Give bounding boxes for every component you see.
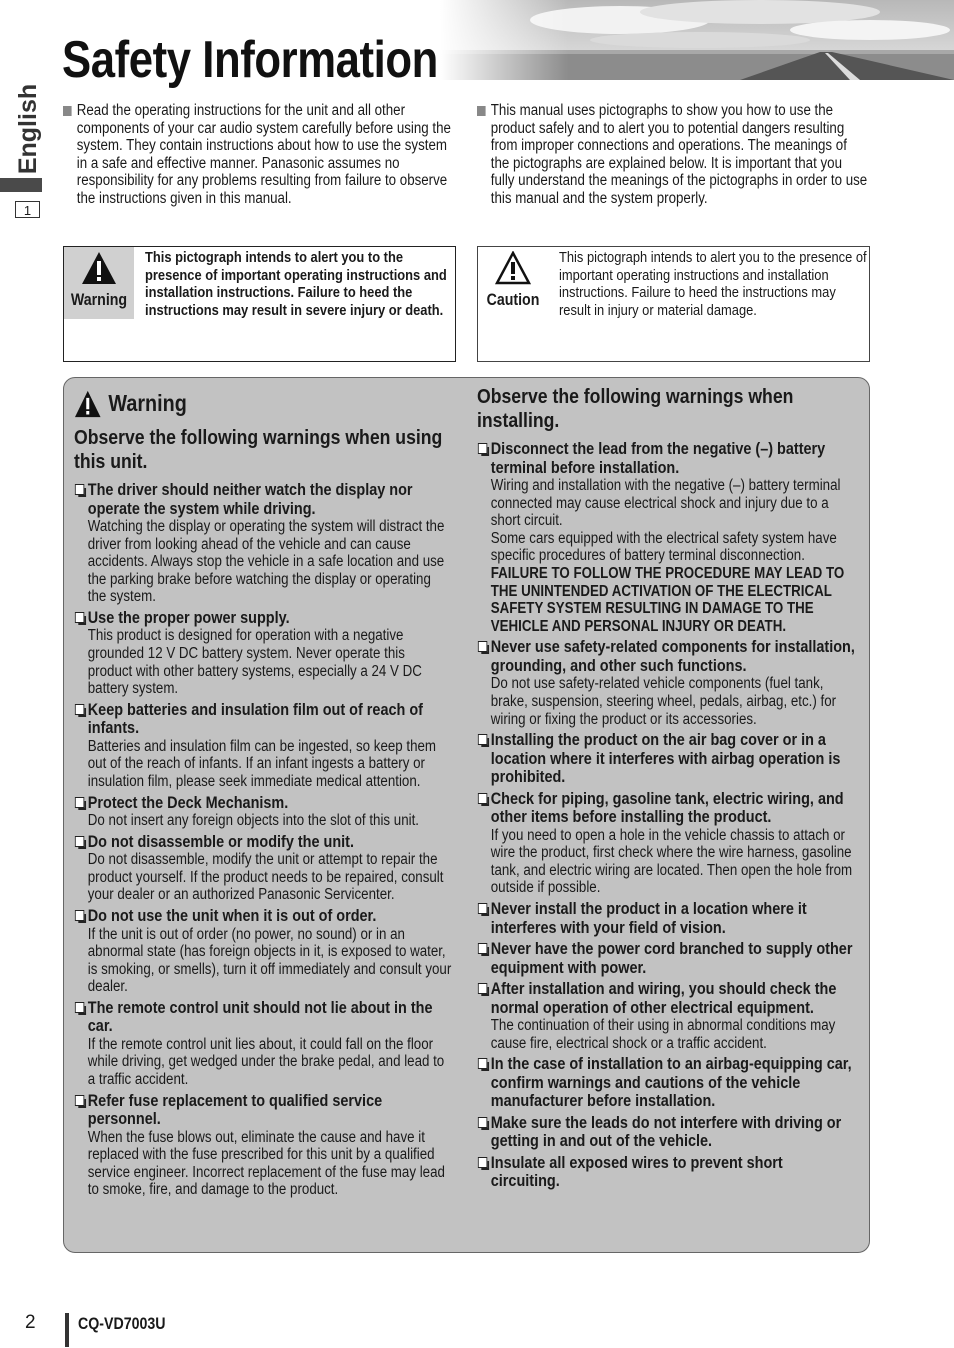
caution-icon-cell bbox=[478, 247, 548, 319]
warning-item-body: If the unit is out of order (no power, no sound) or in an abnormal state (has foreign objects in it, is exposed to water, is smoking, or smells), turn it off immediately and consult your dealer. bbox=[87, 925, 452, 996]
warning-item bbox=[477, 1055, 855, 1111]
header-road-image bbox=[440, 0, 954, 80]
warning-item-body: Batteries and insulation film can be ingested, so keep them out of the reach of infants. If an infant ingests a battery or insulation film, please seek immediate medical attention. bbox=[87, 737, 437, 791]
warning-item-heading: Protect the Deck Mechanism. bbox=[87, 792, 289, 812]
warning-icon-cell bbox=[64, 247, 134, 319]
checkbox-bullet-icon bbox=[75, 836, 84, 847]
warning-item bbox=[477, 731, 855, 787]
caution-triangle-icon bbox=[495, 251, 531, 285]
checkbox-bullet-icon bbox=[478, 641, 487, 652]
warning-item bbox=[74, 833, 452, 904]
model-number: CQ-VD7003U bbox=[78, 1315, 166, 1333]
checkbox-bullet-icon bbox=[478, 1058, 487, 1069]
warning-item-body: If the remote control unit lies about, it could fall on the floor while driving, get wedged under the brake pedal, and lead to a traffic accident. bbox=[87, 1035, 445, 1089]
warning-item-heading: Use the proper power supply. bbox=[87, 607, 290, 627]
warning-item-heading: Never install the product in a location where it interferes with your field of vision. bbox=[490, 899, 807, 937]
intro-left bbox=[63, 102, 523, 207]
checkbox-bullet-icon bbox=[478, 943, 487, 954]
warning-item bbox=[477, 790, 855, 897]
checkbox-bullet-icon bbox=[478, 734, 487, 745]
warning-item bbox=[477, 940, 855, 977]
checkbox-bullet-icon bbox=[75, 1095, 84, 1106]
warning-icon-label: Warning bbox=[70, 291, 128, 309]
warning-item bbox=[74, 794, 452, 830]
warning-item-body: Do not disassemble, modify the unit or attempt to repair the product yourself. If the product needs to be repaired, consult your dealer or an authorized Panasonic Servicenter. bbox=[87, 851, 444, 904]
warning-item-heading: Installing the product on the air bag cover or in a location where it interferes with airbag operation is prohibited. bbox=[490, 730, 841, 787]
warning-triangle-icon bbox=[81, 251, 117, 285]
warning-item bbox=[74, 999, 452, 1089]
checkbox-bullet-icon bbox=[75, 484, 84, 495]
warning-item bbox=[74, 1092, 452, 1199]
warning-item-heading: The remote control unit should not lie about in the car. bbox=[87, 997, 433, 1036]
warning-item-heading: Never have the power cord branched to supply other equipment with power. bbox=[490, 939, 853, 977]
warning-pictograph-box bbox=[63, 246, 456, 362]
intro-right-text: This manual uses pictographs to show you how to use the product safely and to alert you to potential dangers resulting from improper connections and operations. The meanings of the pictographs are explained below. It is important that you fully understand the meanings of the pictographs in order to use this manual and the system properly. bbox=[490, 102, 868, 207]
checkbox-bullet-icon bbox=[478, 983, 487, 994]
warning-item-body: This product is designed for operation with a negative grounded 12 V DC battery system. Never operate this product with other battery systems, especially a 24 V DC battery system. bbox=[87, 627, 422, 698]
warning-item bbox=[74, 701, 452, 791]
warning-item-body: Do not use safety-related vehicle components (fuel tank, brake, suspension, steering wheel, pedals, airbag, etc.) for wiring or fixing the product or its accessories. bbox=[490, 675, 837, 728]
warning-item-heading: In the case of installation to an airbag-equipping car, confirm warnings and cautions of the vehicle manufacturer before installation. bbox=[490, 1054, 852, 1111]
checkbox-bullet-icon bbox=[478, 1157, 487, 1168]
checkbox-bullet-icon bbox=[75, 910, 84, 921]
left-section-heading: Observe the following warnings when using this unit. bbox=[74, 426, 443, 473]
warning-item-heading: The driver should neither watch the display nor operate the system while driving. bbox=[87, 480, 413, 518]
section-number: 1 bbox=[15, 201, 40, 218]
footer-divider bbox=[65, 1313, 69, 1347]
warning-item-heading: Do not use the unit when it is out of order. bbox=[87, 906, 377, 925]
warning-item-body: Do not insert any foreign objects into the slot of this unit. bbox=[87, 812, 419, 830]
warning-item-body: Wiring and installation with the negative (–) battery terminal connected may cause electrical shock and injury due to a short circuit. bbox=[490, 477, 841, 530]
checkbox-bullet-icon bbox=[75, 797, 84, 808]
warning-item-emphasis: FAILURE TO FOLLOW THE PROCEDURE MAY LEAD TO THE UNINTENDED ACTIVATION OF THE ELECTRICAL SAFETY SYSTEM RESULTING IN DAMAGE TO THE VEHICLE AND PERSONAL INJURY OR DEATH. bbox=[490, 564, 845, 635]
warning-pictograph-text: This pictograph intends to alert you to the presence of important operating instructions and installation instructions. Failure to heed the instructions may result in severe injury or death. bbox=[145, 249, 447, 320]
warning-item bbox=[477, 440, 855, 635]
bullet-square-icon bbox=[477, 106, 486, 116]
warning-item-body: If you need to open a hole in the vehicle chassis to attach or wire the product, first check where the wire harness, gasoline tank, and electric wiring are located. Then open the hole from outside if possible. bbox=[490, 826, 853, 897]
panel-title: Warning bbox=[108, 390, 187, 416]
warning-item-heading: Insulate all exposed wires to prevent short circuiting. bbox=[490, 1152, 783, 1191]
panel-right-column bbox=[477, 385, 917, 1194]
warning-item-heading: Do not disassemble or modify the unit. bbox=[87, 831, 354, 851]
warning-item-heading: Make sure the leads do not interfere with driving or getting in and out of the vehicle. bbox=[490, 1112, 842, 1151]
bullet-square-icon bbox=[63, 106, 72, 116]
right-section-heading: Observe the following warnings when installing. bbox=[477, 385, 794, 432]
warning-item-body: The continuation of their using in abnormal conditions may cause fire, electrical shock or a traffic accident. bbox=[490, 1017, 836, 1052]
panel-left-column bbox=[74, 390, 514, 1202]
panel-title-row bbox=[74, 390, 452, 420]
warning-item bbox=[74, 907, 452, 996]
caution-pictograph-text: This pictograph intends to alert you to the presence of important operating instructions and installation instructions. Failure to heed the instructions may result in injury or material damage. bbox=[559, 249, 867, 320]
warning-item bbox=[477, 900, 855, 937]
warning-item bbox=[477, 1154, 855, 1191]
warning-item-heading: Never use safety-related components for installation, grounding, and other such functions. bbox=[490, 637, 855, 675]
warning-item-heading: After installation and wiring, you should check the normal operation of other electrical equipment. bbox=[490, 979, 837, 1017]
warning-item bbox=[74, 609, 452, 698]
warning-item-body: Some cars equipped with the electrical safety system have specific procedures of battery terminal disconnection. bbox=[490, 529, 837, 565]
checkbox-bullet-icon bbox=[478, 903, 487, 914]
page-number: 2 bbox=[25, 1312, 36, 1333]
checkbox-bullet-icon bbox=[478, 793, 487, 804]
page-title: Safety Information bbox=[62, 31, 438, 89]
warning-item bbox=[74, 481, 452, 606]
warning-item-body: Watching the display or operating the system will distract the driver from looking ahead of the vehicle and can cause accidents. Always stop the vehicle in a safe location and use the parking brake before watching the display or operating the system. bbox=[87, 518, 445, 606]
warning-item-heading: Check for piping, gasoline tank, electric wiring, and other items before installing the product. bbox=[490, 788, 844, 827]
warning-triangle-icon bbox=[74, 390, 102, 418]
warning-item-heading: Refer fuse replacement to qualified service personnel. bbox=[87, 1090, 383, 1129]
checkbox-bullet-icon bbox=[75, 704, 84, 715]
checkbox-bullet-icon bbox=[75, 612, 84, 623]
language-label: English bbox=[14, 83, 42, 175]
warning-item-heading: Keep batteries and insulation film out of reach of infants. bbox=[87, 699, 423, 738]
caution-pictograph-box bbox=[477, 246, 870, 362]
warning-panel bbox=[63, 377, 870, 1253]
intro-right bbox=[477, 102, 937, 207]
intro-left-text: Read the operating instructions for the unit and all other components of your car audio system carefully before using the system. They contain instructions about how to use the system in a safe and effective manner. Panasonic assumes no responsibility for any problems resulting from failure to observe the instructions given in this manual. bbox=[76, 102, 451, 207]
warning-item bbox=[477, 1114, 855, 1151]
warning-item bbox=[477, 980, 855, 1052]
right-warning-list bbox=[477, 440, 855, 1191]
warning-item-body: When the fuse blows out, eliminate the cause and have it replaced with the fuse prescribed for this unit by a qualified service engineer. Incorrect replacement of the fuse may lead to smoke, fire, and damage to the product. bbox=[87, 1128, 445, 1199]
warning-item-heading: Disconnect the lead from the negative (–) battery terminal before installation. bbox=[490, 439, 826, 477]
caution-icon-label: Caution bbox=[486, 291, 540, 309]
checkbox-bullet-icon bbox=[478, 1117, 487, 1128]
checkbox-bullet-icon bbox=[75, 1002, 84, 1013]
checkbox-bullet-icon bbox=[478, 443, 487, 454]
warning-item bbox=[477, 638, 855, 728]
left-warning-list bbox=[74, 481, 452, 1199]
